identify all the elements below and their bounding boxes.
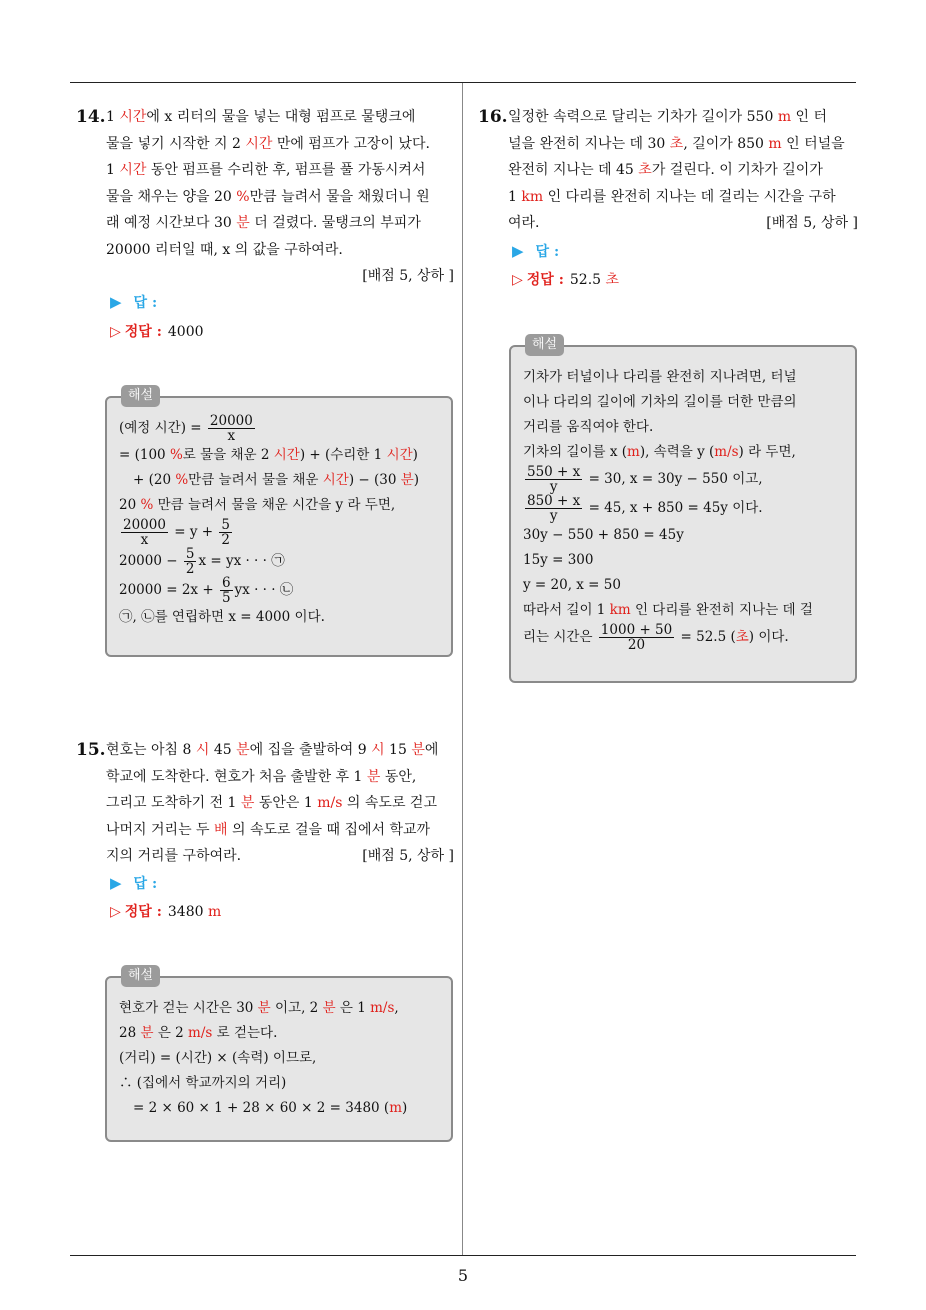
top-rule (70, 82, 856, 83)
score-meta: [배점 5, 상하 ] (362, 848, 454, 864)
play-icon: ▶ (110, 874, 122, 892)
problem-number: 14. (76, 107, 106, 127)
problem-text: 일정한 속력으로 달리는 기차가 길이가 550 m 인 터 널을 완전히 지나는 데 30 초, 길이가 850 m 인 터널을 완전히 지나는 데 45 초가 걸린다. 이 기차가 길이가 1 km 인 다리를 완전히 지나는 데 걸리는 시간을 구하 여라. [배점 5, 상하 ] (478, 104, 858, 237)
answer-row: ▶ 답 : (110, 874, 158, 892)
solution-box-14: 해설 (예정 시간) = $\frac{20000}{x}$ = (100 %로 물을 채운 2 시간) + (수리한 1 시간) + (20 %만큼 늘려서 물을 채운 시간) − (30 분) 20 % 만큼 늘려서 물을 채운 시간을 y 라 두면, $\frac{20000}{x}$ = y + $\frac{5}{2}$ 20000 − $\frac{5}{2}$ x = yx · · · ㉠ 20000 = 2x + $\frac{6}{5}$ yx · · · ㉡ ㉠, ㉡를 연립하면 x = 4000 이다. (105, 396, 453, 657)
page-number: 5 (457, 1266, 469, 1285)
problem-text: 1 시간에 x 리터의 물을 넣는 대형 펌프로 물탱크에 물을 넣기 시작한 지 2 시간 만에 펌프가 고장이 났다. 1 시간 동안 펌프를 수리한 후, 펌프를 풀 가동시켜서 물을 채우는 양을 20 %만큼 늘려서 물을 채웠더니 원 래 예정 시간보다 30 분 더 걸렸다. 물탱크의 부피가 20000 리터일 때, x 의 값을 구하여라. [배점 5, 상하 ] (76, 104, 454, 290)
solution-tag: 해설 (121, 385, 160, 407)
problem-14 (76, 104, 454, 290)
answer-row: ▶ 답 : (110, 293, 158, 311)
problem-number: 16. (478, 107, 508, 127)
triangle-outline-icon: ▷ (110, 324, 121, 340)
play-icon: ▶ (110, 293, 122, 311)
correct-answer-row: ▷ 정답 : 3480 m (110, 904, 222, 920)
correct-answer-row: ▷ 정답 : 4000 (110, 324, 204, 340)
problem-text: 현호는 아침 8 시 45 분에 집을 출발하여 9 시 15 분에 학교에 도착한다. 현호가 처음 출발한 후 1 분 동안, 그리고 도착하기 전 1 분 동안은 1 m/s 의 속도로 걷고 나머지 거리는 두 배 의 속도로 걸을 때 집에서 학교까 지의 거리를 구하여라. [배점 5, 상하 ] (76, 737, 454, 870)
solution-tag: 해설 (121, 965, 160, 987)
triangle-outline-icon: ▷ (512, 272, 523, 288)
score-meta: [배점 5, 상하 ] (362, 268, 454, 284)
problem-15 (76, 737, 454, 870)
correct-answer-row: ▷ 정답 : 52.5 초 (512, 272, 620, 288)
answer-row: ▶ 답 : (512, 242, 560, 260)
solution-box-16: 해설 기차가 터널이나 다리를 완전히 지나려면, 터널 이나 다리의 길이에 기차의 길이를 더한 만큼의 거리를 움직여야 한다. 기차의 길이를 x (m), 속력을 y (m/s) 라 두면, $\frac{550 + x}{y}$ = 30, x = 30y − 550 이고, $\frac{850 + x}{y}$ = 45, x + 850 = 45y 이다. 30y − 550 + 850 = 45y 15y = 300 y = 20, x = 50 따라서 길이 1 km 인 다리를 완전히 지나는 데 걸 리는 시간은 $\frac{1000 + 50}{20}$ = 52.5 (초) 이다. (509, 345, 857, 683)
bottom-rule (70, 1255, 856, 1256)
solution-box-15: 해설 현호가 걷는 시간은 30 분 이고, 2 분 은 1 m/s, 28 분 은 2 m/s 로 걷는다. (거리) = (시간) × (속력) 이므로, ∴ (집에서 학교까지의 거리) = 2 × 60 × 1 + 28 × 60 × 2 = 3480 (m) (105, 976, 453, 1142)
column-divider (462, 83, 463, 1255)
problem-16 (478, 104, 858, 237)
triangle-outline-icon: ▷ (110, 904, 121, 920)
solution-tag: 해설 (525, 334, 564, 356)
play-icon: ▶ (512, 242, 524, 260)
score-meta: [배점 5, 상하 ] (766, 215, 858, 231)
problem-number: 15. (76, 740, 106, 760)
